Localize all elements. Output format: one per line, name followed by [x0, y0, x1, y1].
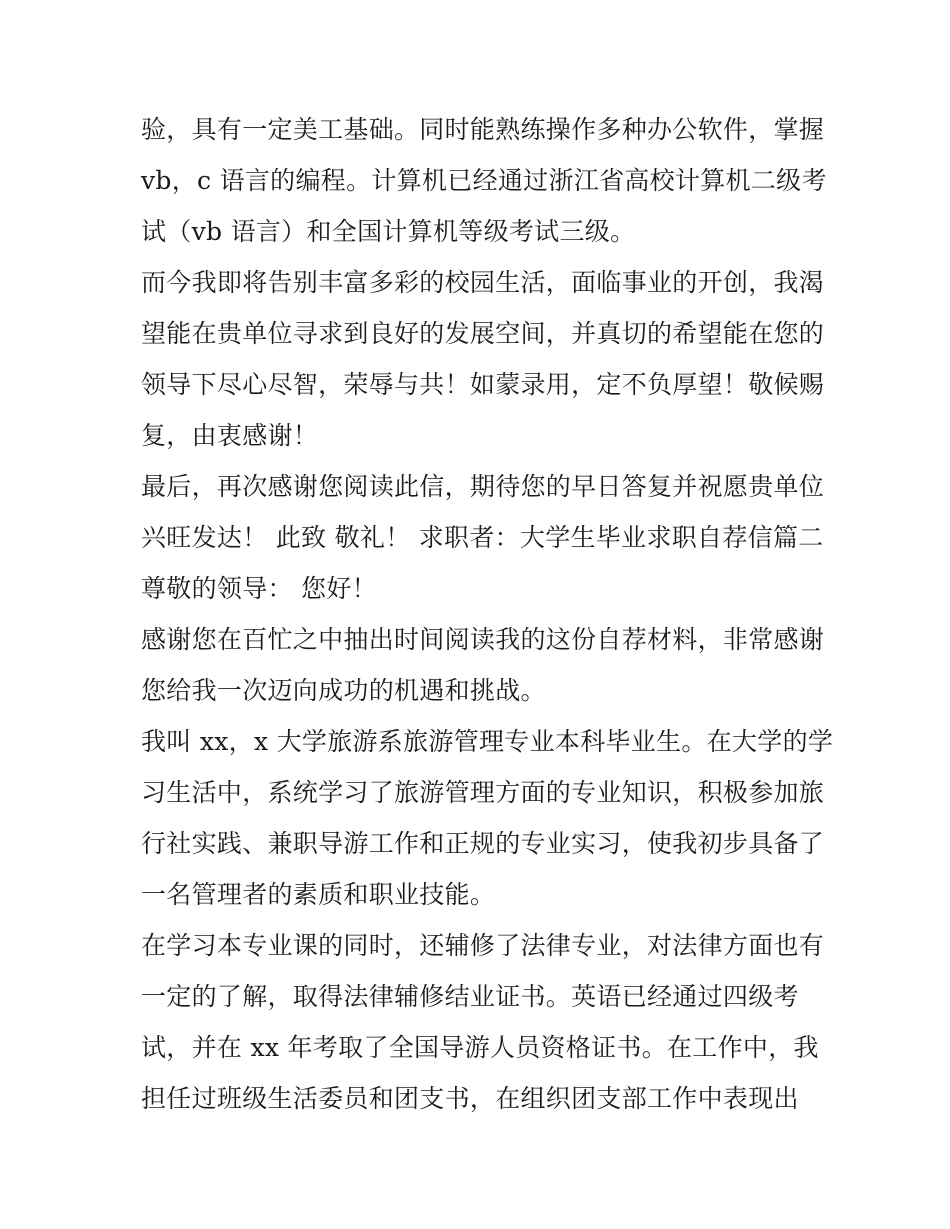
document-body	[141, 104, 834, 1124]
text-line: 习生活中，系统学习了旅游管理方面的专业知识，积极参加旅	[141, 778, 825, 807]
text-line: 试（vb 语言）和全国计算机等级考试三级。	[141, 217, 636, 246]
text-line: 一定的了解，取得法律辅修结业证书。英语已经通过四级考	[141, 982, 799, 1011]
text-line: 行社实践、兼职导游工作和正规的专业实习，使我初步具备了	[141, 829, 825, 858]
text-line: 而今我即将告别丰富多彩的校园生活，面临事业的开创，我渴	[141, 268, 825, 297]
text-line: 领导下尽心尽智，荣辱与共！如蒙录用，定不负厚望！敬候赐	[141, 370, 825, 399]
text-line: vb，c 语言的编程。计算机已经通过浙江省高校计算机二级考	[141, 166, 827, 195]
text-line: 感谢您在百忙之中抽出时间阅读我的这份自荐材料，非常感谢	[141, 625, 825, 654]
text-line: 一名管理者的素质和职业技能。	[141, 880, 496, 909]
text-line: 望能在贵单位寻求到良好的发展空间，并真切的希望能在您的	[141, 319, 825, 348]
text-line: 复，由衷感谢！	[141, 421, 319, 450]
text-line: 试，并在 xx 年考取了全国导游人员资格证书。在工作中，我	[141, 1033, 819, 1062]
text-line: 担任过班级生活委员和团支书，在组织团支部工作中表现出	[141, 1084, 799, 1113]
text-line: 兴旺发达！ 此致 敬礼！ 求职者：大学生毕业求职自荐信篇二	[141, 523, 824, 552]
text-line: 验，具有一定美工基础。同时能熟练操作多种办公软件，掌握	[141, 115, 825, 144]
text-line: 我叫 xx，x 大学旅游系旅游管理专业本科毕业生。在大学的学	[141, 727, 834, 756]
text-line: 在学习本专业课的同时，还辅修了法律专业，对法律方面也有	[141, 931, 825, 960]
text-line: 您给我一次迈向成功的机遇和挑战。	[141, 676, 546, 705]
text-line: 尊敬的领导： 您好！	[141, 574, 377, 603]
text-line: 最后，再次感谢您阅读此信，期待您的早日答复并祝愿贵单位	[141, 472, 825, 501]
